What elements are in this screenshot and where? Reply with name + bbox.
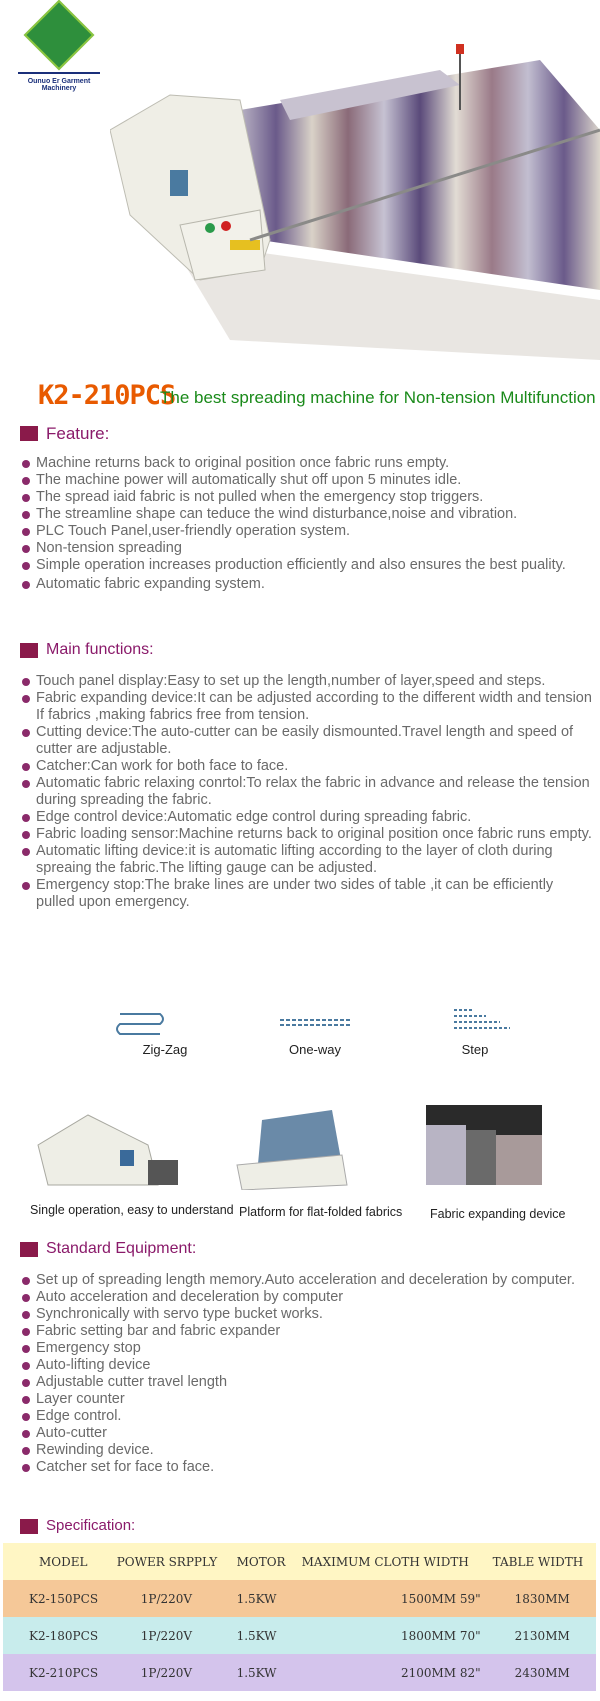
logo-name: Ounuo Er Garment Machinery: [27, 78, 91, 92]
feature-heading-label: Feature:: [46, 424, 110, 443]
list-item-text: Fabric setting bar and fabric expander: [36, 1323, 281, 1339]
bullet-icon: [22, 581, 30, 589]
column-header: MAXIMUM CLOTH WIDTH: [301, 1554, 469, 1569]
list-item: [20, 1289, 595, 1306]
section-marker-icon: [20, 1519, 38, 1534]
bullet-icon: [22, 1430, 30, 1438]
bullet-icon: [22, 763, 30, 771]
feature-list: [20, 455, 595, 593]
table-cell: 1P/220V: [140, 1628, 193, 1643]
bullet-icon: [22, 1413, 30, 1421]
list-item: [20, 826, 595, 843]
list-item: [20, 809, 595, 826]
standard-equipment-heading-label: Standard Equipment:: [46, 1240, 197, 1257]
main-functions-list: [20, 673, 595, 911]
bullet-icon: [22, 1447, 30, 1455]
section-marker-icon: [20, 1242, 38, 1257]
table-cell: 1800MM 70": [400, 1628, 481, 1643]
list-item-text: Fabric loading sensor:Machine returns back to original position once fabric runs empty.: [36, 826, 592, 842]
logo-emblem: [24, 0, 95, 70]
list-item-text: Non-tension spreading: [36, 540, 182, 556]
list-item-text: PLC Touch Panel,user-friendly operation system.: [36, 523, 351, 539]
hero-banner: [0, 0, 600, 370]
table-row: [3, 1617, 596, 1654]
bullet-icon: [22, 848, 30, 856]
bullet-icon: [22, 1464, 30, 1472]
list-item: [20, 724, 595, 758]
list-item-text: Synchronically with servo type bucket works.: [36, 1306, 323, 1322]
list-item: [20, 877, 595, 911]
mode-caption: One-way: [288, 1042, 342, 1057]
list-item-text: Catcher set for face to face.: [36, 1459, 215, 1475]
bullet-icon: [22, 477, 30, 485]
bullet-icon: [22, 1396, 30, 1404]
operation-panel-photo: [28, 1105, 178, 1190]
photo-caption: Single operation, easy to understand: [30, 1203, 234, 1217]
table-cell: 2100MM 82": [400, 1665, 481, 1680]
column-header: POWER SRPPLY: [116, 1554, 218, 1569]
bullet-icon: [22, 1379, 30, 1387]
table-cell: 1.5KW: [236, 1591, 277, 1606]
table-cell: K2-180PCS: [29, 1628, 99, 1643]
list-item: [20, 1374, 595, 1391]
zig-zag-icon: [100, 1000, 230, 1040]
table-cell: 1.5KW: [236, 1628, 277, 1643]
bullet-icon: [22, 678, 30, 686]
list-item-text: Machine returns back to original position once fabric runs empty.: [36, 455, 450, 471]
main-functions-heading-label: Main functions:: [46, 641, 154, 658]
list-item: [20, 843, 595, 877]
list-item-text: Touch panel display:Easy to set up the length,number of layer,speed and steps.: [36, 673, 546, 689]
list-item: [20, 523, 595, 540]
product-title-row: [0, 380, 600, 412]
mode-step: [410, 1000, 540, 1070]
table-cell: 2130MM: [514, 1628, 570, 1643]
company-logo: [18, 6, 100, 96]
list-item: [20, 576, 595, 593]
standard-equipment-list: [20, 1272, 595, 1476]
list-item: [20, 1408, 595, 1425]
list-item-text: Fabric expanding device:It can be adjusted according to the different width and tension If fabrics ,making fabrics free from tension.: [36, 690, 592, 723]
table-cell: 1.5KW: [236, 1665, 277, 1680]
table-cell: 1P/220V: [140, 1665, 193, 1680]
specification-table: [3, 1543, 596, 1691]
logo-underline: [18, 72, 100, 74]
table-row: [3, 1580, 596, 1617]
mode-one-way: [250, 1000, 380, 1070]
list-item-text: Automatic lifting device:it is automatic lifting according to the layer of cloth during spreaing the fabric.The lifting gauge can be adjusted.: [36, 843, 553, 876]
list-item: [20, 758, 595, 775]
bullet-icon: [22, 1277, 30, 1285]
list-item-text: Auto acceleration and deceleration by computer: [36, 1289, 344, 1305]
specification-heading-label: Specification:: [46, 1517, 136, 1534]
mode-caption: Step: [461, 1042, 489, 1057]
list-item: [20, 1459, 595, 1476]
list-item-text: Layer counter: [36, 1391, 125, 1407]
bullet-icon: [22, 831, 30, 839]
list-item: [20, 1272, 595, 1289]
bullet-icon: [22, 545, 30, 553]
section-marker-icon: [20, 643, 38, 658]
list-item: [20, 1357, 595, 1374]
list-item: [20, 540, 595, 557]
column-header: MODEL: [39, 1554, 88, 1569]
bullet-icon: [22, 460, 30, 468]
list-item-text: Emergency stop: [36, 1340, 141, 1356]
bullet-icon: [22, 528, 30, 536]
bullet-icon: [22, 1345, 30, 1353]
list-item: [20, 775, 595, 809]
bullet-icon: [22, 511, 30, 519]
bullet-icon: [22, 729, 30, 737]
table-cell: 1500MM 59": [400, 1591, 481, 1606]
table-cell: K2-150PCS: [29, 1591, 99, 1606]
list-item-text: Simple operation increases production efficiently and also ensures the best puality.: [36, 557, 566, 573]
spreading-machine-photo: [110, 40, 600, 360]
bullet-icon: [22, 814, 30, 822]
list-item-text: Edge control device:Automatic edge control during spreading fabric.: [36, 809, 472, 825]
list-item: [20, 1391, 595, 1408]
list-item: [20, 1340, 595, 1357]
list-item: [20, 472, 595, 489]
bullet-icon: [22, 1311, 30, 1319]
step-icon: [410, 1000, 540, 1040]
table-row: [3, 1654, 596, 1691]
list-item-text: Auto-cutter: [36, 1425, 107, 1441]
list-item: [20, 1425, 595, 1442]
column-header: TABLE WIDTH: [492, 1554, 584, 1569]
section-marker-icon: [20, 426, 38, 441]
list-item-text: Catcher:Can work for both face to face.: [36, 758, 289, 774]
list-item-text: Emergency stop:The brake lines are under two sides of table ,it can be efficiently pulled upon emergency.: [36, 877, 554, 910]
list-item: [20, 506, 595, 523]
bullet-icon: [22, 562, 30, 570]
spreading-modes: [100, 1000, 600, 1070]
list-item-text: Rewinding device.: [36, 1442, 154, 1458]
table-cell: 1P/220V: [140, 1591, 193, 1606]
list-item-text: Automatic fabric expanding system.: [36, 576, 265, 592]
bullet-icon: [22, 780, 30, 788]
list-item-text: Adjustable cutter travel length: [36, 1374, 228, 1390]
list-item-text: Auto-lifting device: [36, 1357, 151, 1373]
model-title: K2-210PCS: [38, 380, 176, 411]
table-header-row: [3, 1543, 596, 1580]
list-item: [20, 673, 595, 690]
one-way-icon: [250, 1000, 380, 1040]
expanding-device-photo: [426, 1105, 542, 1185]
list-item: [20, 489, 595, 506]
mode-caption: Zig-Zag: [142, 1042, 188, 1057]
list-item: [20, 557, 595, 574]
product-tagline: The best spreading machine for Non-tension Multifunction: [160, 388, 596, 407]
list-item-text: The spread iaid fabric is not pulled when the emergency stop triggers.: [36, 489, 484, 505]
list-item-text: Automatic fabric relaxing conrtol:To relax the fabric in advance and release the tension during spreading the fabric.: [36, 775, 590, 808]
list-item: [20, 455, 595, 472]
mode-zig-zag: [100, 1000, 230, 1070]
photo-caption: Platform for flat-folded fabrics: [239, 1205, 403, 1219]
table-cell: 1830MM: [514, 1591, 570, 1606]
table-cell: K2-210PCS: [29, 1665, 99, 1680]
bullet-icon: [22, 695, 30, 703]
platform-photo: [232, 1105, 352, 1190]
bullet-icon: [22, 882, 30, 890]
list-item-text: The machine power will automatically shut off upon 5 minutes idle.: [36, 472, 462, 488]
list-item-text: Cutting device:The auto-cutter can be easily dismounted.Travel length and speed of cutter are adjustable.: [36, 724, 574, 757]
list-item: [20, 1442, 595, 1459]
bullet-icon: [22, 1328, 30, 1336]
list-item-text: Edge control.: [36, 1408, 122, 1424]
table-cell: 2430MM: [514, 1665, 570, 1680]
feature-photos: [0, 1105, 600, 1225]
photo-caption: Fabric expanding device: [430, 1207, 566, 1221]
list-item: [20, 1306, 595, 1323]
list-item: [20, 690, 595, 724]
list-item-text: The streamline shape can teduce the wind disturbance,noise and vibration.: [36, 506, 518, 522]
bullet-icon: [22, 1362, 30, 1370]
bullet-icon: [22, 494, 30, 502]
column-header: MOTOR: [236, 1554, 286, 1569]
list-item: [20, 1323, 595, 1340]
list-item-text: Set up of spreading length memory.Auto acceleration and deceleration by computer.: [36, 1272, 575, 1288]
bullet-icon: [22, 1294, 30, 1302]
